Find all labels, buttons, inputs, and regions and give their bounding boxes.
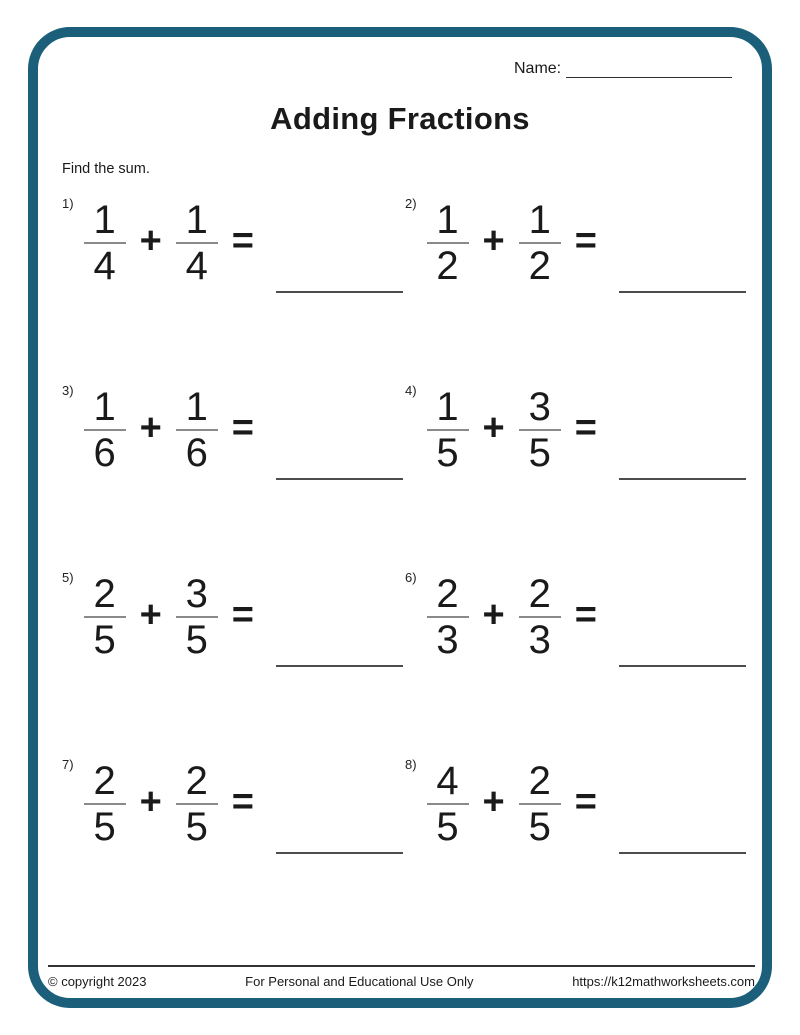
fraction-2 [519, 385, 561, 475]
fraction-denominator: 6 [185, 431, 208, 475]
answer-blank [276, 665, 403, 667]
plus-operator: + [482, 219, 505, 262]
problem-number: 6) [404, 570, 417, 585]
plus-operator: + [139, 780, 162, 823]
fraction-numerator: 3 [528, 385, 551, 429]
fraction-numerator: 4 [436, 759, 459, 803]
problem-6 [403, 570, 746, 680]
fraction-denominator: 5 [185, 805, 208, 849]
fraction-denominator: 5 [185, 618, 208, 662]
answer-blank [619, 478, 746, 480]
equals-sign: = [231, 780, 254, 823]
problem-number: 3) [62, 383, 74, 398]
fraction-1 [84, 759, 126, 849]
problem-number: 4) [404, 383, 417, 398]
fraction-denominator: 2 [528, 244, 551, 288]
equals-sign: = [574, 406, 597, 449]
plus-operator: + [482, 593, 505, 636]
plus-operator: + [139, 219, 162, 262]
expression [427, 385, 746, 475]
answer-blank [619, 291, 746, 293]
fraction-numerator: 1 [436, 385, 459, 429]
plus-operator: + [139, 406, 162, 449]
fraction-denominator: 5 [528, 431, 551, 475]
fraction-1 [84, 198, 126, 288]
fraction-denominator: 3 [528, 618, 551, 662]
answer-blank [276, 852, 403, 854]
fraction-2 [176, 759, 218, 849]
problem-7 [60, 757, 403, 867]
problem-4 [403, 383, 746, 493]
expression [427, 759, 746, 849]
expression [84, 572, 403, 662]
equals-sign: = [231, 406, 254, 449]
instruction-text: Find the sum. [62, 161, 150, 177]
plus-operator: + [482, 780, 505, 823]
fraction-denominator: 5 [436, 431, 459, 475]
fraction-2 [176, 385, 218, 475]
problem-1 [60, 196, 403, 306]
problem-number: 5) [62, 570, 74, 585]
fraction-1 [427, 572, 469, 662]
fraction-numerator: 1 [93, 198, 116, 242]
fraction-denominator: 5 [528, 805, 551, 849]
name-row [514, 60, 732, 78]
fraction-denominator: 3 [436, 618, 459, 662]
footer-url: https://k12mathworksheets.com [572, 974, 755, 989]
expression [427, 572, 746, 662]
problem-number: 2) [404, 196, 417, 211]
expression [427, 198, 746, 288]
fraction-numerator: 2 [185, 759, 208, 803]
problem-2 [403, 196, 746, 306]
answer-blank [619, 665, 746, 667]
fraction-denominator: 4 [185, 244, 208, 288]
expression [84, 198, 403, 288]
equals-sign: = [231, 593, 254, 636]
fraction-denominator: 5 [93, 618, 116, 662]
answer-blank [276, 478, 403, 480]
equals-sign: = [574, 219, 597, 262]
expression [84, 385, 403, 475]
problems-grid [60, 196, 742, 867]
equals-sign: = [574, 593, 597, 636]
fraction-2 [519, 759, 561, 849]
page-title: Adding Fractions [270, 101, 530, 136]
fraction-2 [519, 572, 561, 662]
fraction-numerator: 2 [436, 572, 459, 616]
fraction-2 [176, 198, 218, 288]
problem-8 [403, 757, 746, 867]
problem-number: 1) [62, 196, 74, 211]
problem-3 [60, 383, 403, 493]
fraction-numerator: 1 [436, 198, 459, 242]
fraction-2 [519, 198, 561, 288]
fraction-denominator: 5 [93, 805, 116, 849]
answer-blank [276, 291, 403, 293]
footer-usage-text: For Personal and Educational Use Only [245, 974, 474, 989]
fraction-numerator: 3 [185, 572, 208, 616]
fraction-numerator: 1 [185, 198, 208, 242]
equals-sign: = [574, 780, 597, 823]
equals-sign: = [231, 219, 254, 262]
problem-number: 7) [62, 757, 74, 772]
fraction-1 [84, 385, 126, 475]
name-label: Name: [514, 60, 562, 77]
fraction-numerator: 1 [185, 385, 208, 429]
fraction-numerator: 2 [93, 759, 116, 803]
fraction-2 [176, 572, 218, 662]
fraction-denominator: 2 [436, 244, 459, 288]
fraction-numerator: 1 [528, 198, 551, 242]
plus-operator: + [139, 593, 162, 636]
footer [48, 965, 755, 989]
problem-number: 8) [404, 757, 417, 772]
fraction-numerator: 2 [528, 572, 551, 616]
fraction-1 [427, 385, 469, 475]
fraction-numerator: 2 [528, 759, 551, 803]
fraction-1 [427, 198, 469, 288]
footer-copyright: © copyright 2023 [48, 974, 147, 989]
expression [84, 759, 403, 849]
fraction-1 [84, 572, 126, 662]
fraction-denominator: 5 [436, 805, 459, 849]
fraction-1 [427, 759, 469, 849]
fraction-denominator: 4 [93, 244, 116, 288]
fraction-denominator: 6 [93, 431, 116, 475]
fraction-numerator: 1 [93, 385, 116, 429]
plus-operator: + [482, 406, 505, 449]
answer-blank [619, 852, 746, 854]
fraction-numerator: 2 [93, 572, 116, 616]
name-blank-line [566, 60, 732, 78]
problem-5 [60, 570, 403, 680]
